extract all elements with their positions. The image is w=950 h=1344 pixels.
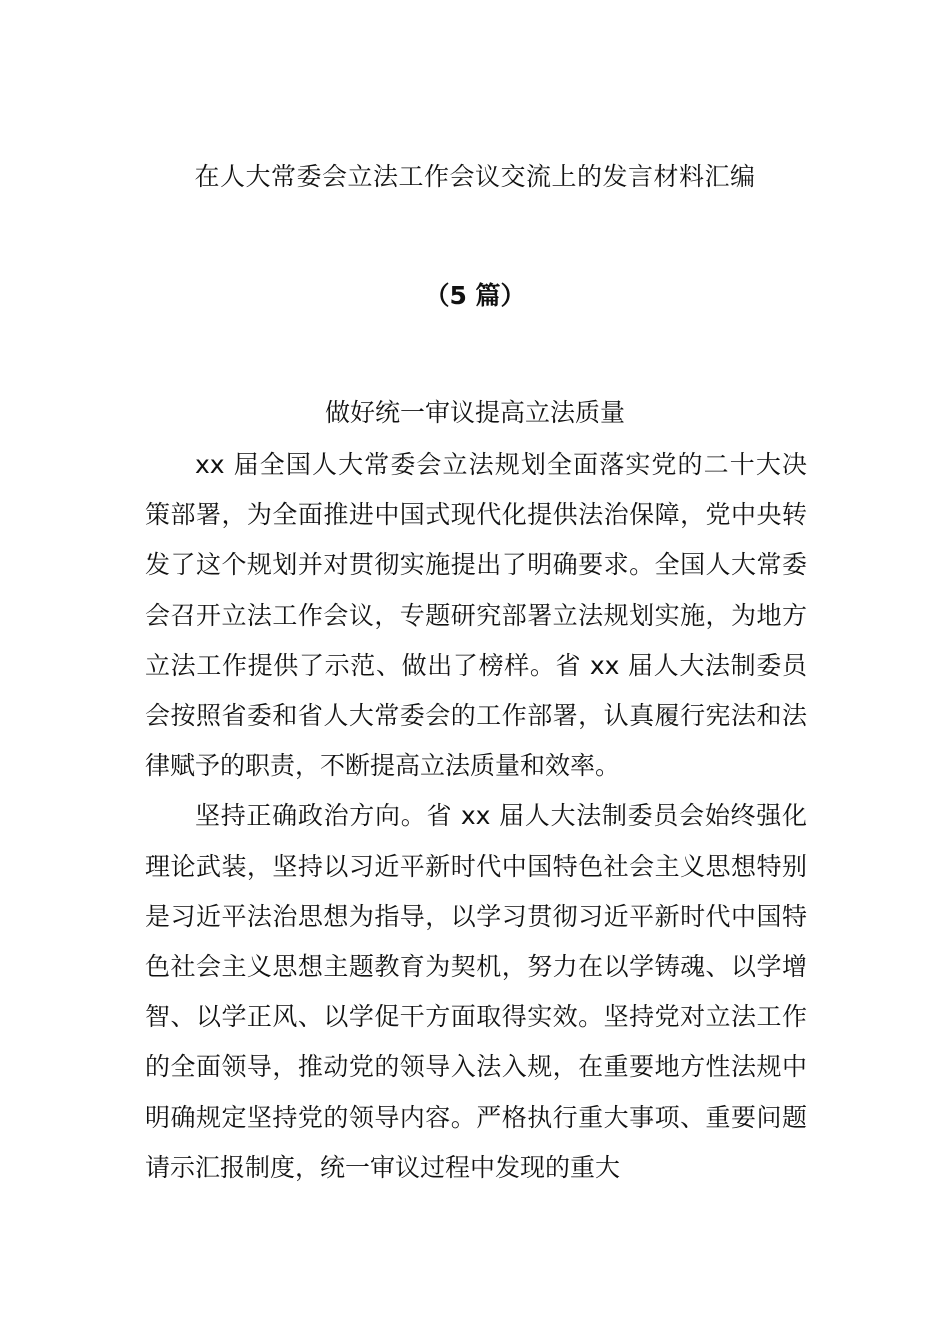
document-count-label: （5 篇） xyxy=(424,281,526,310)
body-paragraph-1: xx 届全国人大常委会立法规划全面落实党的二十大决策部署，为全面推进中国式现代化提供法治保障，党中央转发了这个规划并对贯彻实施提出了明确要求。全国人大常委会召开立法工作会议，专题研究部署立法规划实施，为地方立法工作提供了示范、做出了榜样。省 xx 届人大法制委员会按照省委和省人大常委会的工作部署，认真履行宪法和法律赋予的职责，不断提高立法质量和效率。 xyxy=(145,450,807,781)
section-title: 做好统一审议提高立法质量 xyxy=(324,398,625,427)
document-body xyxy=(145,440,807,1193)
document-title: 在人大常委会立法工作会议交流上的发言材料汇编 xyxy=(194,162,756,191)
body-paragraph-2: 坚持正确政治方向。省 xx 届人大法制委员会始终强化理论武装，坚持以习近平新时代中国特色社会主义思想特别是习近平法治思想为指导，以学习贯彻习近平新时代中国特色社会主义思想主题教育为契机，努力在以学铸魂、以学增智、以学正风、以学促干方面取得实效。坚持党对立法工作的全面领导，推动党的领导入法入规，在重要地方性法规中明确规定坚持党的领导内容。严格执行重大事项、重要问题请示汇报制度，统一审议过程中发现的重大 xyxy=(145,801,807,1182)
